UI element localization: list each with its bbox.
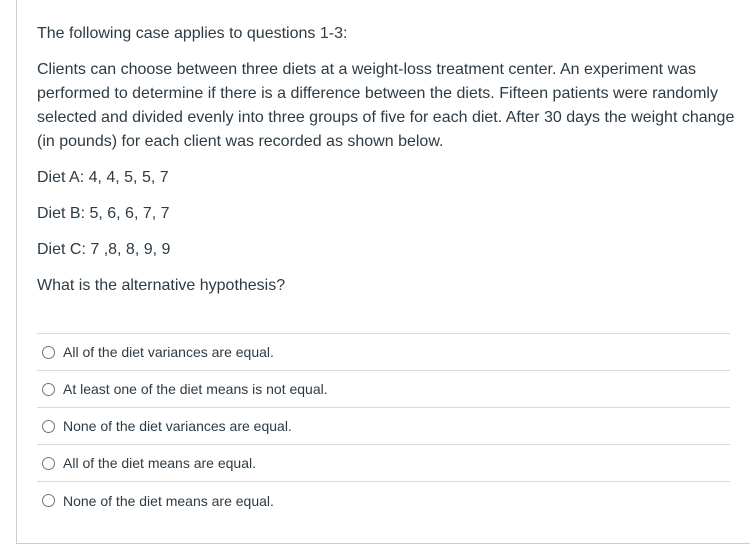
question-intro: The following case applies to questions 1-3: — [37, 25, 348, 42]
diet-c-data: Diet C: 7 ,8, 8, 9, 9 — [37, 241, 171, 258]
answer-label[interactable]: None of the diet means are equal. — [63, 492, 274, 509]
diet-a-data: Diet A: 4, 4, 5, 5, 7 — [37, 169, 169, 186]
radio-button-icon[interactable] — [42, 494, 55, 507]
answer-option[interactable] — [37, 334, 730, 371]
answer-option[interactable] — [37, 445, 730, 482]
answer-label[interactable]: All of the diet means are equal. — [63, 455, 257, 471]
answer-label[interactable]: At least one of the diet means is not equal. — [63, 381, 328, 397]
question-body — [37, 22, 737, 298]
answer-label[interactable]: None of the diet variances are equal. — [63, 418, 292, 434]
radio-button-icon[interactable] — [42, 346, 55, 359]
answer-label[interactable]: All of the diet variances are equal. — [63, 344, 274, 360]
answer-option[interactable] — [37, 371, 730, 408]
answer-option[interactable] — [37, 408, 730, 445]
question-prompt: What is the alternative hypothesis? — [37, 277, 286, 294]
answer-list — [37, 333, 730, 519]
radio-button-icon[interactable] — [42, 383, 55, 396]
case-text: Clients can choose between three diets at a weight-loss treatment center. An experiment was performed to determine if there is a difference between the diets. Fifteen patients were randomly selected and divided evenly into three groups of five for each diet. After 30 days the weight change (in pounds) for each client was recorded as shown below. — [37, 61, 735, 150]
radio-button-icon[interactable] — [42, 420, 55, 433]
answer-option[interactable] — [37, 482, 730, 519]
radio-button-icon[interactable] — [42, 457, 55, 470]
diet-b-data: Diet B: 5, 6, 6, 7, 7 — [37, 205, 170, 222]
